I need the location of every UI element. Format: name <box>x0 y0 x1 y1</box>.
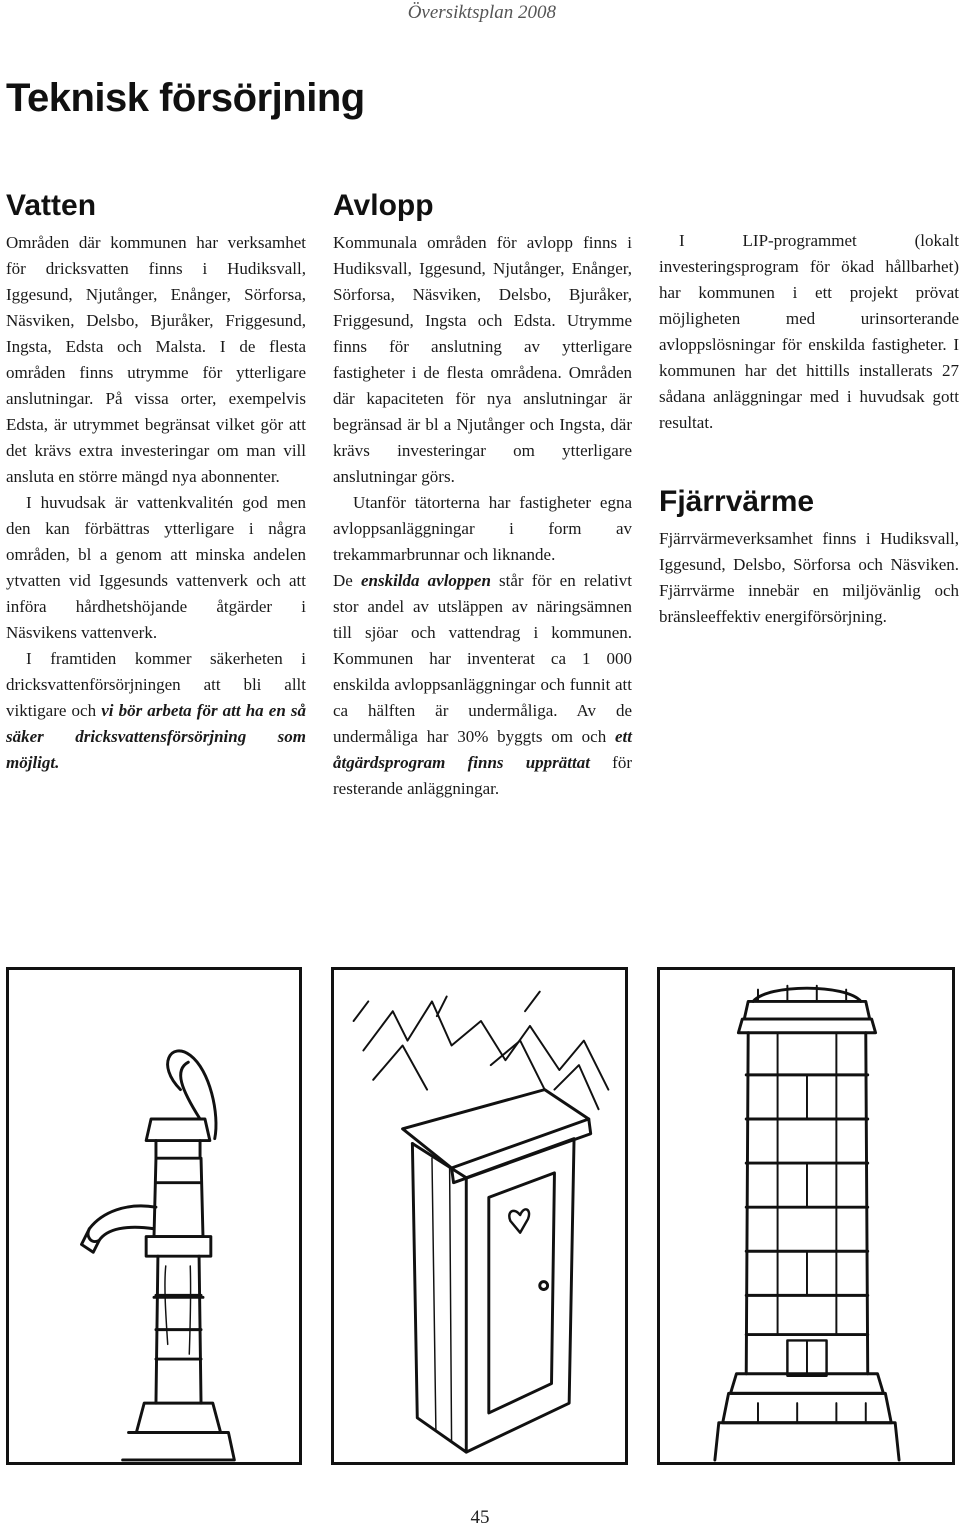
outhouse-illustration <box>331 967 628 1465</box>
fjarrvarme-paragraph: Fjärrvärmeverksamhet finns i Hudiksvall, Iggesund, Delsbo, Sörforsa och Näsviken. Fjärrvärme innebär en miljövänlig och bränsleeffektiv energiförsörjning. <box>659 529 959 626</box>
tiled-stove-icon <box>660 970 952 1462</box>
vatten-paragraph-3 <box>6 646 306 776</box>
running-header: Översiktsplan 2008 <box>407 2 556 23</box>
vatten-section <box>6 188 306 776</box>
fjarrvarme-heading: Fjärrvärme <box>659 485 815 518</box>
avlopp-emphasis-2: ett åtgärdsprogram finns upprättat <box>333 727 632 772</box>
avlopp-emphasis-1: enskilda avloppen <box>360 571 491 590</box>
avlopp-p3-c: för resterande anläggningar. <box>333 753 632 798</box>
fjarrvarme-body <box>659 526 959 630</box>
avlopp-paragraph-1: Kommunala områden för avlopp finns i Hudiksvall, Iggesund, Njutånger, Enånger, Sörforsa, Näsviken, Delsbo, Bjuråker, Friggesund, Ingsta och Edsta. Utrymme finns för anslutning av ytterligare fastigheter i de flesta områdena. Områden där kapaciteten för nya anslutningar är begränsad är bl a Njutånger och Ingsta, där krävs investeringar om ytterligare anslutningar görs. <box>333 233 632 486</box>
vatten-emphasis: vi bör arbeta för att ha en så säker dricksvattensförsörjning som möjligt. <box>6 701 307 772</box>
outhouse-icon <box>334 970 625 1462</box>
vatten-paragraph-1: Områden där kommunen har verksamhet för dricksvatten finns i Hudiksvall, Iggesund, Njutånger, Enånger, Sörforsa, Näsviken, Delsbo, Bjuråker, Friggesund, Ingsta, Edsta och Malsta. I de flesta områden finns utrymme för ytterligare anslutningar. På vissa orter, exempelvis Edsta, är utrymmet begränsat vilket gör att det krävs extra investeringar om man vill ansluta en större mängd nya abonnenter. <box>6 233 306 486</box>
water-pump-illustration <box>6 967 302 1465</box>
page-number: 45 <box>470 1507 490 1528</box>
vatten-paragraph-2: I huvudsak är vattenkvalitén god men den kan förbättras ytterligare i några områden, bl a genom att minska andelen ytvatten vid Iggesunds vattenverk och att införa hårdhetshöjande åtgärder i Näsvikens vattenverk. <box>6 493 306 642</box>
water-pump-icon <box>9 970 299 1462</box>
vatten-body <box>6 230 306 776</box>
avlopp-paragraph-3 <box>333 568 632 802</box>
lip-paragraph: I LIP-programmet (lokalt investeringsprogram för ökad hållbarhet) har kommunen i ett projekt prövat möjligheten med urinsorterande avloppslösningar för enskilda fastigheter. I kommunen har det hittills installerats 27 sådana anläggningar med i huvudsak gott resultat. <box>659 231 959 432</box>
avlopp-body <box>333 230 632 802</box>
tiled-stove-illustration <box>657 967 955 1465</box>
avlopp-p3-a: De <box>333 571 361 590</box>
avlopp-section <box>333 188 632 802</box>
avlopp-paragraph-2: Utanför tätorterna har fastigheter egna avloppsanläggningar i form av trekammarbrunnar och liknande. <box>333 493 632 564</box>
lip-body <box>659 228 959 436</box>
lip-fjarrvarme-section <box>659 228 959 630</box>
vatten-heading: Vatten <box>6 189 97 222</box>
avlopp-heading: Avlopp <box>333 189 434 222</box>
vatten-paragraph-3-text: I framtiden kommer säkerheten i dricksvattenförsörjningen att bli allt viktigare och <box>6 649 306 720</box>
page-title: Teknisk försörjning <box>6 76 365 120</box>
avlopp-p3-b: står för en relativt stor andel av utsläppen av näringsämnen till sjöar och vattendrag i kommunen. Kommunen har inventerat ca 1 000 enskilda avloppsanläggningar och funnit att ca hälften är undermåliga. Av de undermåliga har 30% byggts om och <box>333 571 632 746</box>
